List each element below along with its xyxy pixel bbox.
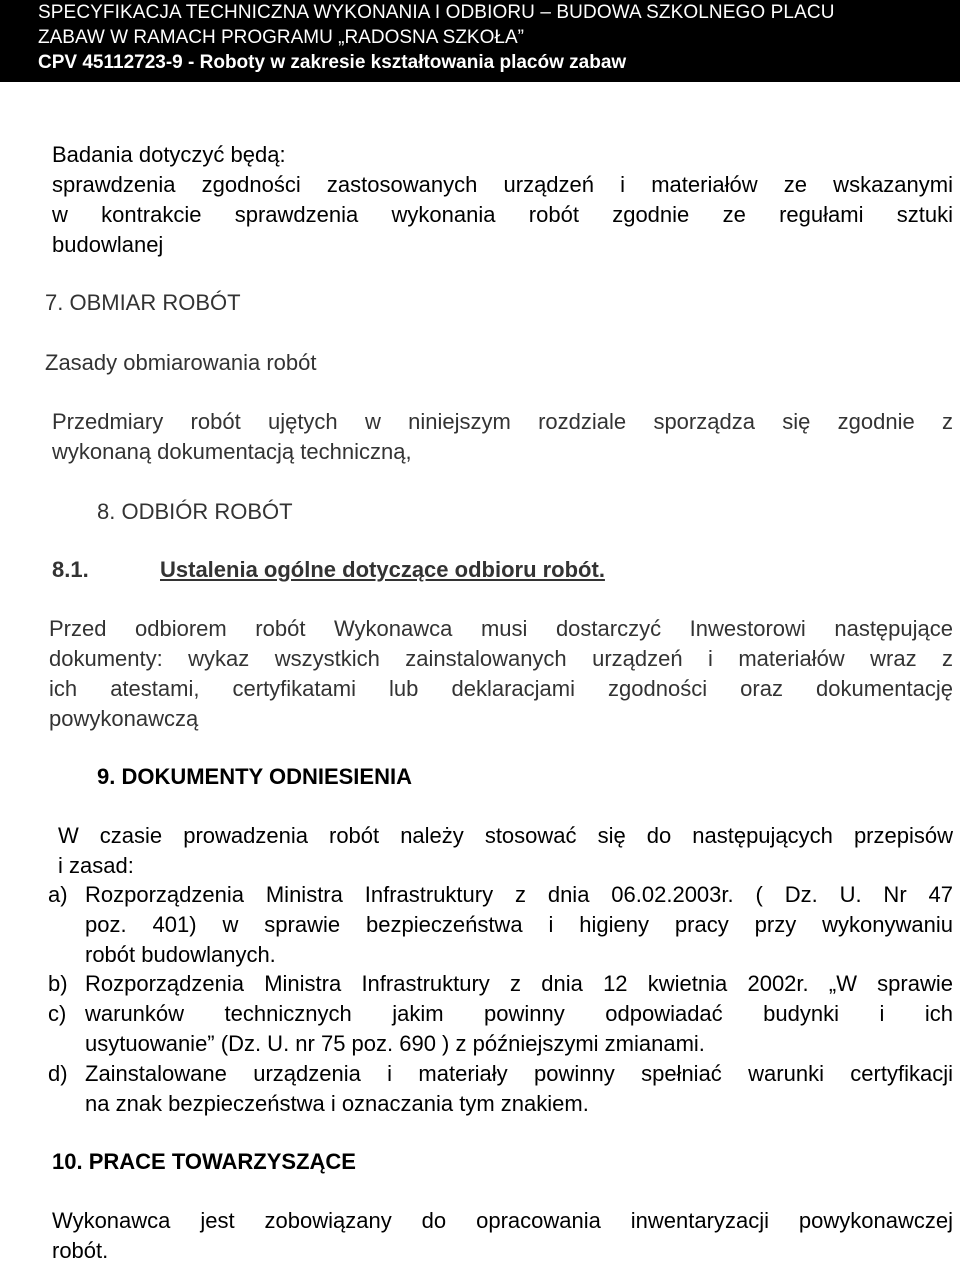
list-item-d-line-1: Zainstalowane urządzenia i materiały powinny spełniać warunki certyfikacji xyxy=(85,1061,953,1086)
section-8-1-title: Ustalenia ogólne dotyczące odbioru robót. xyxy=(160,557,605,582)
list-item-b-label: b) xyxy=(48,971,68,996)
section-8-line-1: Przed odbiorem robót Wykonawca musi dostarczyć Inwestorowi następujące xyxy=(49,616,953,641)
list-item-a-line-2: poz. 401) w sprawie bezpieczeństwa i higieny pracy przy wykonywaniu xyxy=(85,912,953,937)
section-7-line-2: wykonaną dokumentacją techniczną, xyxy=(52,439,412,464)
list-item-c-label: c) xyxy=(48,1001,67,1026)
tests-line-1: sprawdzenia zgodności zastosowanych urządzeń i materiałów ze wskazanymi xyxy=(52,172,953,197)
list-item-c-line-2: usytuowanie” (Dz. U. nr 75 poz. 690 ) z późniejszymi zmianami. xyxy=(85,1031,705,1056)
header-title-line-2: ZABAW W RAMACH PROGRAMU „RADOSNA SZKOŁA” xyxy=(38,27,524,48)
section-8-line-4: powykonawczą xyxy=(49,706,199,731)
list-item-a-line-1: Rozporządzenia Ministra Infrastruktury z dnia 06.02.2003r. ( Dz. U. Nr 47 xyxy=(85,882,953,907)
list-item-a-label: a) xyxy=(48,882,68,907)
document-header xyxy=(0,0,960,82)
section-9-heading: 9. DOKUMENTY ODNIESIENIA xyxy=(97,764,412,789)
section-8-line-3: ich atestami, certyfikatami lub deklaracjami zgodności oraz dokumentację xyxy=(49,676,953,701)
section-9-intro-line-2: i zasad: xyxy=(58,853,134,878)
tests-line-2: w kontrakcie sprawdzenia wykonania robót zgodnie ze regułami sztuki xyxy=(52,202,953,227)
section-10-line-1: Wykonawca jest zobowiązany do opracowania inwentaryzacji powykonawczej xyxy=(52,1208,953,1233)
section-7-heading: 7. OBMIAR ROBÓT xyxy=(45,290,241,315)
section-8-heading: 8. ODBIÓR ROBÓT xyxy=(97,499,293,524)
header-cpv-line: CPV 45112723-9 - Roboty w zakresie kształtowania placów zabaw xyxy=(38,52,627,73)
list-item-a-line-3: robót budowlanych. xyxy=(85,942,276,967)
tests-line-3: budowlanej xyxy=(52,232,164,257)
tests-intro: Badania dotyczyć będą: xyxy=(52,142,286,167)
section-7-subheading: Zasady obmiarowania robót xyxy=(45,350,317,375)
list-item-b-line-1: Rozporządzenia Ministra Infrastruktury z dnia 12 kwietnia 2002r. „W sprawie xyxy=(85,971,953,996)
section-7-line-1: Przedmiary robót ujętych w niniejszym rozdziale sporządza się zgodnie z xyxy=(52,409,953,434)
section-9-intro-line-1: W czasie prowadzenia robót należy stosować się do następujących przepisów xyxy=(58,823,953,848)
list-item-c-line-1: warunków technicznych jakim powinny odpowiadać budynki i ich xyxy=(85,1001,953,1026)
section-8-1-number: 8.1. xyxy=(52,557,89,582)
list-item-d-line-2: na znak bezpieczeństwa i oznaczania tym znakiem. xyxy=(85,1091,589,1116)
section-10-line-2: robót. xyxy=(52,1238,109,1263)
list-item-d-label: d) xyxy=(48,1061,68,1086)
section-8-line-2: dokumenty: wykaz wszystkich zainstalowanych urządzeń i materiałów wraz z xyxy=(49,646,953,671)
section-10-heading: 10. PRACE TOWARZYSZĄCE xyxy=(52,1149,356,1174)
header-title-line-1: SPECYFIKACJA TECHNICZNA WYKONANIA I ODBIORU – BUDOWA SZKOLNEGO PLACU xyxy=(38,2,835,23)
